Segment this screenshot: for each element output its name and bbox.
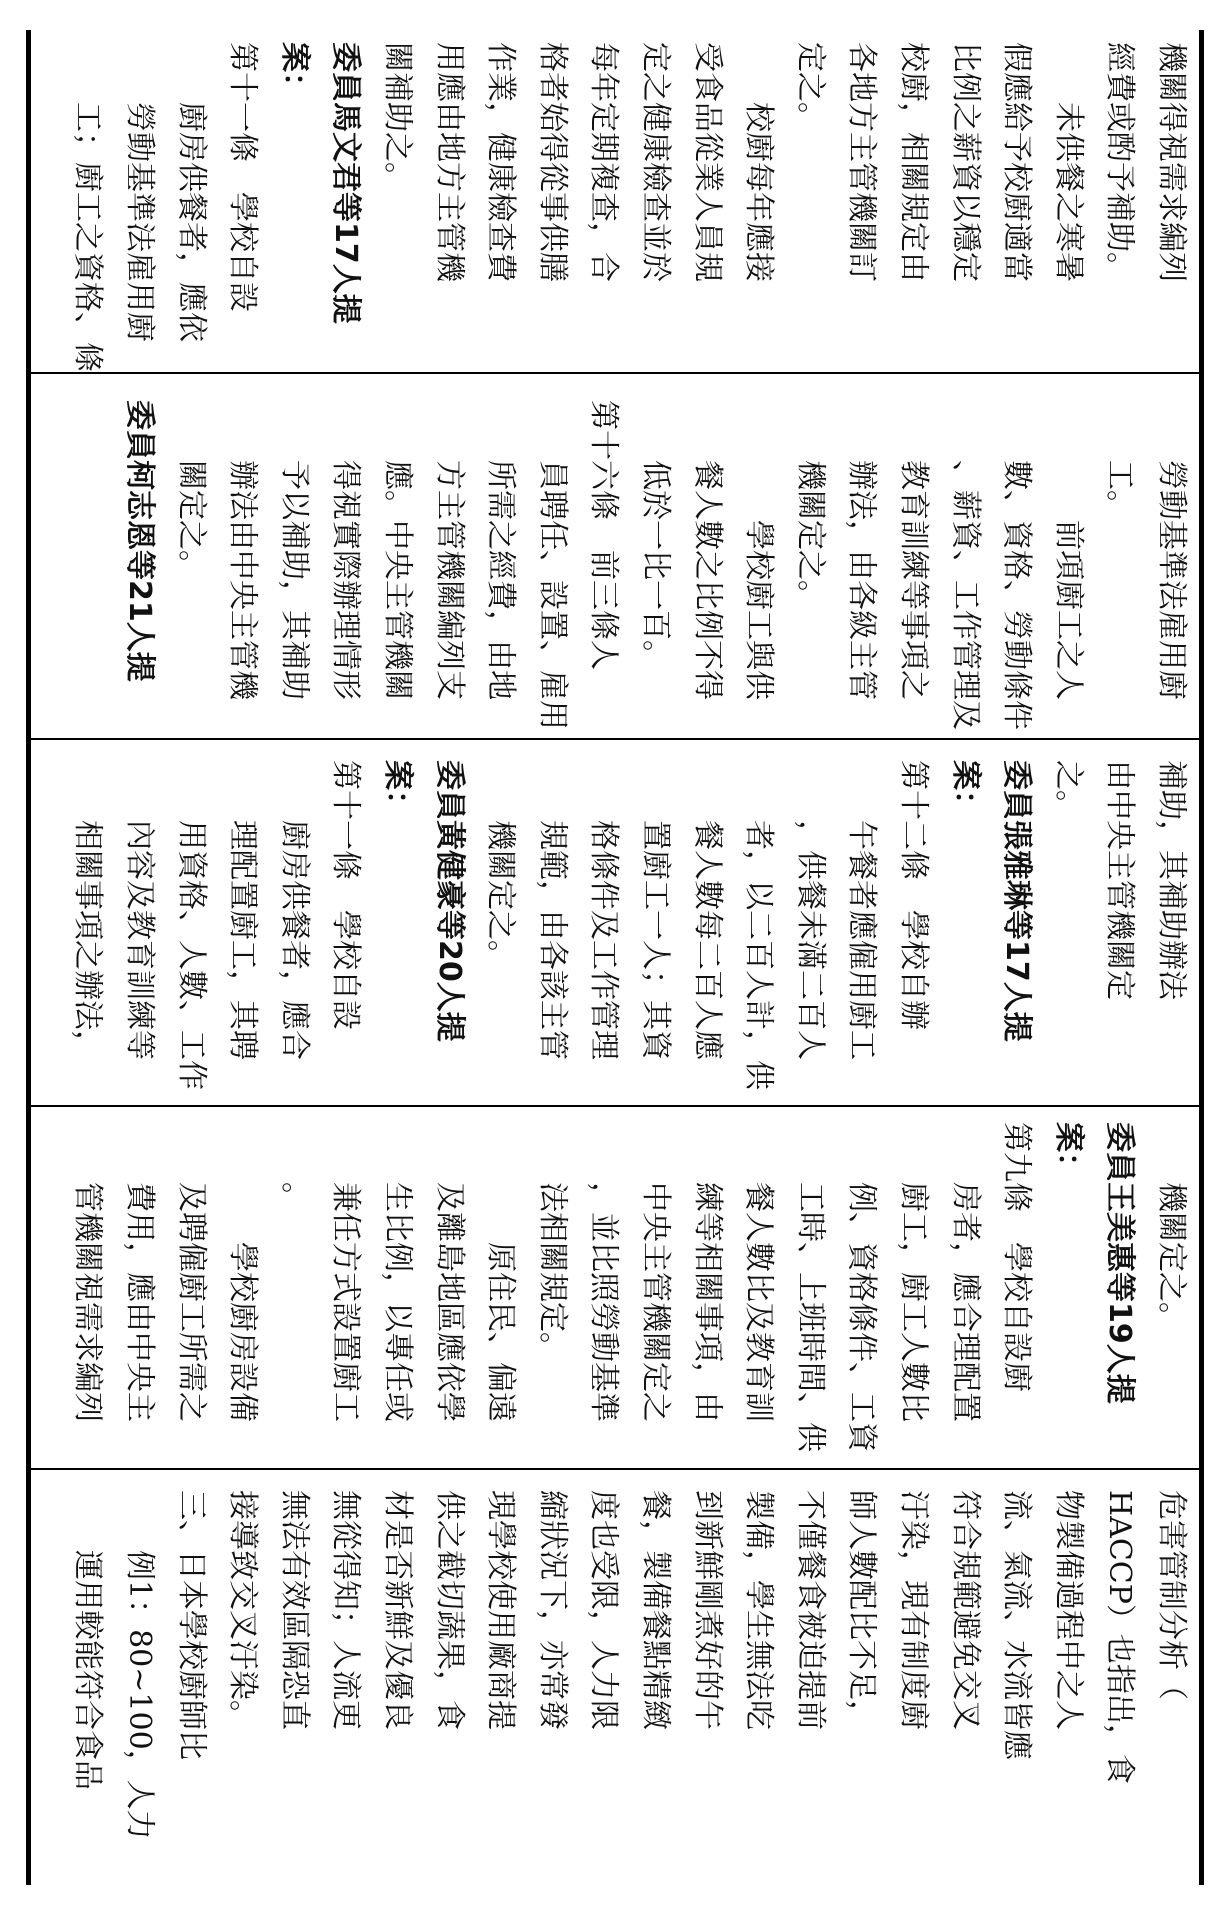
text-line: 關補助之。 (380, 42, 415, 192)
proposal-heading: 案： (276, 42, 312, 102)
text-line: ，並比照勞動基準 (586, 1122, 622, 1422)
text-line: 現學校使用廠商提 (483, 1490, 519, 1730)
text-line: 低於一比一百。 (638, 400, 673, 670)
text-line: 汙染，現有制度廚 (896, 1490, 931, 1730)
proposal-heading: 委員柯志恩等21人提 (122, 400, 157, 682)
text-line: 第九條 學校自設廚 (999, 1122, 1035, 1392)
text-line: 比例之薪資以穩定 (947, 42, 983, 282)
text-line: 每年定期複查，合 (586, 42, 622, 282)
text-line: ，供餐未滿二百人 (792, 760, 828, 1060)
text-line: 者，以二百人計，供 (741, 760, 777, 1090)
text-line: 辦法，由各級主管 (844, 400, 880, 700)
text-line: 第十六條 前三條人 (586, 400, 622, 670)
text-line: 辦法由中央主管機 (225, 400, 261, 700)
text-line: 員聘任、設置、雇用 (534, 400, 570, 730)
text-line: 度也受限，人力限 (586, 1490, 622, 1730)
text-line: 予以補助，其補助 (276, 400, 312, 700)
text-line: 學校廚房設備 (225, 1122, 261, 1422)
text-line: 得視實際辦理情形 (328, 400, 364, 700)
text-line: 數、資格、勞動條件 (999, 400, 1035, 730)
text-line: 材是否新鮮及優良 (380, 1490, 415, 1730)
text-line: 所需之經費，由地 (483, 400, 519, 700)
text-line: 製備，學生無法吃 (741, 1490, 777, 1730)
text-line: 餐人數每二百人應 (689, 760, 725, 1060)
text-line: 前項廚工之人 (1050, 400, 1086, 700)
text-line: 補助，其補助辦法 (1154, 760, 1189, 1000)
text-line: 廚房供餐者，應依 (173, 42, 209, 342)
text-line: 教育訓練等事項之 (896, 400, 931, 700)
text-line: 及聘僱廚工所需之 (173, 1122, 209, 1422)
text-line: 危害管制分析（ (1154, 1490, 1189, 1700)
text-line: 例1：80~100，人力 (122, 1490, 157, 1840)
text-line: 流、氣流、水流皆應 (999, 1490, 1035, 1760)
text-line: 格條件及工作管理 (586, 760, 622, 1060)
text-line: 第十一條 學校自設 (328, 760, 364, 1030)
text-line: 縮狀況下，亦常發 (534, 1490, 570, 1730)
text-line: 費用，應由中央主 (122, 1122, 157, 1422)
text-line: 第十一條 學校自設 (225, 42, 261, 312)
proposal-heading: 委員張雅琳等17人提 (999, 760, 1035, 1042)
column-divider (26, 738, 1204, 740)
text-line: 格者始得從事供膳 (534, 42, 570, 282)
text-line: 相關事項之辦法， (70, 760, 106, 1060)
proposal-heading: 案： (380, 760, 415, 820)
text-line: 各地方主管機關訂 (844, 42, 880, 282)
text-line: 廚工，廚工人數比 (896, 1122, 931, 1422)
text-line: 第十二條 學校自辦 (896, 760, 931, 1030)
text-line: 餐，製備餐點精緻 (638, 1490, 673, 1730)
text-line: 作業，健康檢查費 (483, 42, 519, 282)
text-line: 規範，由各該主管 (534, 760, 570, 1060)
proposal-heading: 委員馬文君等17人提 (328, 42, 364, 324)
text-line: 原住民、偏遠 (483, 1122, 519, 1422)
text-line: 接導致交叉汙染。 (225, 1490, 261, 1730)
text-line: 、薪資、工作管理及 (947, 400, 983, 730)
text-line: 練等相關事項，由 (689, 1122, 725, 1422)
text-line: 兼任方式設置廚工 (328, 1122, 364, 1422)
text-line: 午餐者應僱用廚工 (844, 760, 880, 1060)
top-rule (1199, 30, 1204, 1885)
text-line: 置廚工一人；其資 (638, 760, 673, 1060)
text-line: 勞動基準法雇用廚 (122, 42, 157, 342)
text-line: 機關得視需求編列 (1154, 42, 1189, 282)
text-line: 不僅餐食被迫提前 (792, 1490, 828, 1730)
text-line: 方主管機關編列支 (431, 400, 467, 700)
text-line: 機關定之。 (483, 760, 519, 970)
text-line: HACCP）也指出，食 (1102, 1490, 1138, 1784)
text-line: 機關定之。 (1154, 1122, 1189, 1332)
text-line: 餐人數比及教育訓 (741, 1122, 777, 1422)
text-line: 例、資格條件、工資 (844, 1122, 880, 1452)
text-line: 到新鮮剛煮好的午 (689, 1490, 725, 1730)
text-line: 生比例，以專任或 (380, 1122, 415, 1422)
text-line: 之。 (1050, 760, 1086, 820)
text-line: 校廚，相關規定由 (896, 42, 931, 282)
text-line: 工；廚工之資格、條 (70, 42, 106, 372)
text-line: 。 (276, 1122, 312, 1212)
text-line: 中央主管機關定之 (638, 1122, 673, 1422)
text-line: 工時、上班時間、供 (792, 1122, 828, 1452)
text-line: 內容及教育訓練等 (122, 760, 157, 1060)
text-line: 應。中央主管機關 (380, 400, 415, 700)
proposal-heading: 委員王美惠等19人提 (1102, 1122, 1138, 1404)
text-line: 關定之。 (173, 400, 209, 580)
text-line: 用應由地方主管機 (431, 42, 467, 282)
text-line: 假應給予校廚適當 (999, 42, 1035, 282)
text-line: 用資格、人數、工作 (173, 760, 209, 1090)
text-line: 定之。 (792, 42, 828, 132)
text-line: 定之健康檢查並於 (638, 42, 673, 282)
text-line: 房者，應合理配置 (947, 1122, 983, 1422)
text-line: 勞動基準法雇用廚 (1154, 400, 1189, 700)
text-line: 受食品從業人員規 (689, 42, 725, 282)
text-line: 未供餐之寒暑 (1050, 42, 1086, 282)
text-line: 經費或酌予補助。 (1102, 42, 1138, 282)
proposal-heading: 案： (947, 760, 983, 820)
text-line: 運用較能符合食品 (70, 1490, 106, 1790)
text-line: 工。 (1102, 400, 1138, 520)
text-line: 供之截切蔬果，食 (431, 1490, 467, 1730)
text-line: 廚房供餐者，應合 (276, 760, 312, 1060)
text-line: 師人數配比不足， (844, 1490, 880, 1730)
text-line: 無法有效區隔恐直 (276, 1490, 312, 1730)
text-line: 法相關規定。 (534, 1122, 570, 1362)
text-line: 餐人數之比例不得 (689, 400, 725, 700)
text-line: 符合規範避免交叉 (947, 1490, 983, 1730)
column-divider (26, 1468, 1204, 1470)
text-line: 及離島地區應依學 (431, 1122, 467, 1422)
text-line: 學校廚工與供 (741, 400, 777, 700)
column-divider (26, 1105, 1204, 1107)
column-divider (26, 372, 1204, 374)
bottom-rule (26, 30, 31, 1885)
proposal-heading: 案： (1050, 1122, 1086, 1182)
text-line: 三、日本學校廚師比 (173, 1490, 209, 1760)
text-line: 無從得知；人流更 (328, 1490, 364, 1730)
proposal-heading: 委員黃健豪等20人提 (431, 760, 467, 1042)
text-line: 校廚每年應接 (741, 42, 777, 282)
text-line: 理配置廚工，其聘 (225, 760, 261, 1060)
text-line: 物製備過程中之人 (1050, 1490, 1086, 1730)
text-line: 由中央主管機關定 (1102, 760, 1138, 1000)
text-line: 機關定之。 (792, 400, 828, 610)
text-line: 管機關視需求編列 (70, 1122, 106, 1422)
